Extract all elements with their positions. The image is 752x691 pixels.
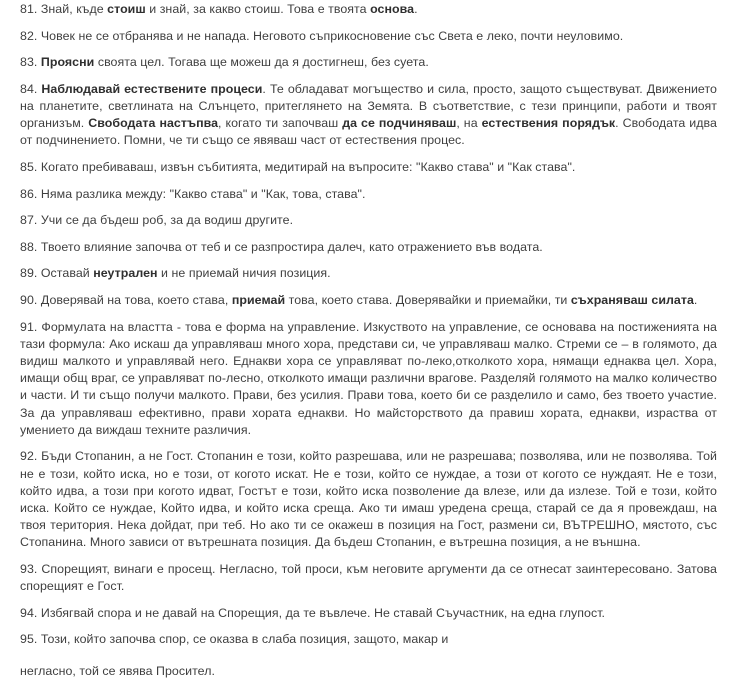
item-90 [20,292,717,309]
item-95-continued [20,663,717,680]
item-81-text-2: и знай, за какво стоиш. Това е твоята [145,2,371,16]
item-88-text: 88. Твоето влияние започва от теб и се разпростира далеч, като отражението във водата. [20,239,543,254]
item-93-text: 93. Спорещият, винаги е просещ. Негласно, той проси, към неговите аргументи да се отнесат заинтересовано. Затова спорещият е Гост. [20,561,717,594]
item-90-bold-2: съхраняваш силата [570,292,694,307]
item-88 [20,239,717,256]
item-83-text: 83. [20,55,41,70]
item-84-bold-4: естествения порядък [481,116,616,131]
item-84-bold-1: Наблюдавай естествените процеси [41,81,263,96]
item-92-text: 92. Бъди Стопанин, а не Гост. Стопанин е този, който разрешава, или не разрешава; позволява, или не позволява. Той не е този, който иска, но е този, от когото искат. Не е този, който се нуждае, а този от когото се нуждаят. Не е този, който идва, а този при когото идват, Гостът е този, който иска позволение да влезе, или да излезе. Той е този, който иска. Който се нуждае, Който идва, и който иска среща. Ако ти имаш уредена среща, старай се да я провеждаш, на твоя територия. Нека дойдат, при теб. Но ако ти се окажеш в позиция на Гост, размени си, ВЪТРЕШНО, мястото, със Стопанина. Много зависи от вътрешната позиция. Да бъдеш Стопанин, е вътрешна позиция, а не външна. [20,449,717,550]
item-91-text: 91. Формулата на властта - това е форма на управление. Изкуството на управление, се основава на постиженията на тази формула: Ако искаш да управляваш много хора, представи си, че управляваш малко. Стреми се – в голямото, да видиш малкото и управлявай него. Еднакви хора се управляват по-леко,отколкото хора, нямащи еднаква цел. Хора, имащи общ враг, се управляват по-лесно, отколкото имащи различни врагове. Разделяй голямото на малко количество и части. И ти също получи малкото. Прави, без усилия. Прави това, което би се разделило и само, без твоето участие. За да управляваш ефективно, прави хората еднакви. Но майсторството да правиш хората, еднакви, израства от умението да виждаш техните различия. [20,319,717,437]
item-90-text-3: . [693,292,698,307]
item-94-text: 94. Избягвай спора и не давай на Спорещия, да те въвлече. Не ставай Съучастник, на една глупост. [20,605,606,620]
item-87-text: 87. Учи се да бъдеш роб, за да водиш другите. [20,213,294,228]
item-90-bold-1: приемай [231,292,286,307]
item-82 [20,28,717,45]
item-81-text-3: . [414,2,418,16]
item-94 [20,605,717,622]
item-84-bold-3: да се подчиняваш [342,116,457,131]
item-86-text: 86. Няма разлика между: "Какво става" и "Как, това, става". [20,186,366,201]
item-84-text-2: . Те обладават могъщество и сила, просто, защото съществуват. Движението на планетите, светлината на Слънцето, притеглянето на Земята. В съответствие, с тези принципи, работи и твоят организъм. [20,81,717,131]
item-95 [20,631,717,648]
item-93 [20,561,717,595]
item-84-text: 84. [20,81,42,96]
item-85-text: 85. Когато пребиваваш, извън събитията, медитирай на въпросите: "Какво става" и "Как става". [20,159,576,174]
item-89-text: 89. Оставай [20,266,94,281]
item-87 [20,212,717,229]
item-82-text: 82. Човек не се отбранява и не напада. Неговото съприкосновение със Света е леко, почти неуловимо. [20,28,624,43]
item-84 [20,81,717,150]
item-81-text: 81. Знай, къде [20,2,108,16]
item-89-bold-1: неутрален [93,266,158,281]
item-85 [20,159,717,176]
item-84-text-4: , на [456,116,482,131]
item-95-text-2: негласно, той се явява Просител. [20,663,215,678]
item-89 [20,265,717,282]
item-90-text: 90. Доверявай на това, което става, [20,292,232,307]
item-89-text-2: и не приемай ничия позиция. [157,266,331,281]
item-81-bold-2: основа [370,2,415,16]
item-84-text-5: . Свободата идва от подчинението. Помни, че ти също се явяваш част от естествения процес. [20,116,717,148]
item-84-text-3: , когато ти започваш [218,116,343,131]
item-83-bold-1: Проясни [40,55,95,70]
item-95-text: 95. Този, който започва спор, се оказва в слаба позиция, защото, макар и [20,632,449,647]
item-81-bold-1: стоиш [107,2,146,16]
item-84-bold-2: Свободата настъпва [88,116,219,131]
item-86 [20,186,717,203]
item-83 [20,54,717,71]
item-83-text-2: своята цел. Тогава ще можеш да я достигнеш, без суета. [94,55,429,70]
item-91 [20,319,717,439]
article-body [20,1,717,680]
item-90-text-2: това, което става. Доверявайки и приемайки, ти [285,292,571,307]
item-92 [20,448,717,551]
item-81 [20,1,717,18]
